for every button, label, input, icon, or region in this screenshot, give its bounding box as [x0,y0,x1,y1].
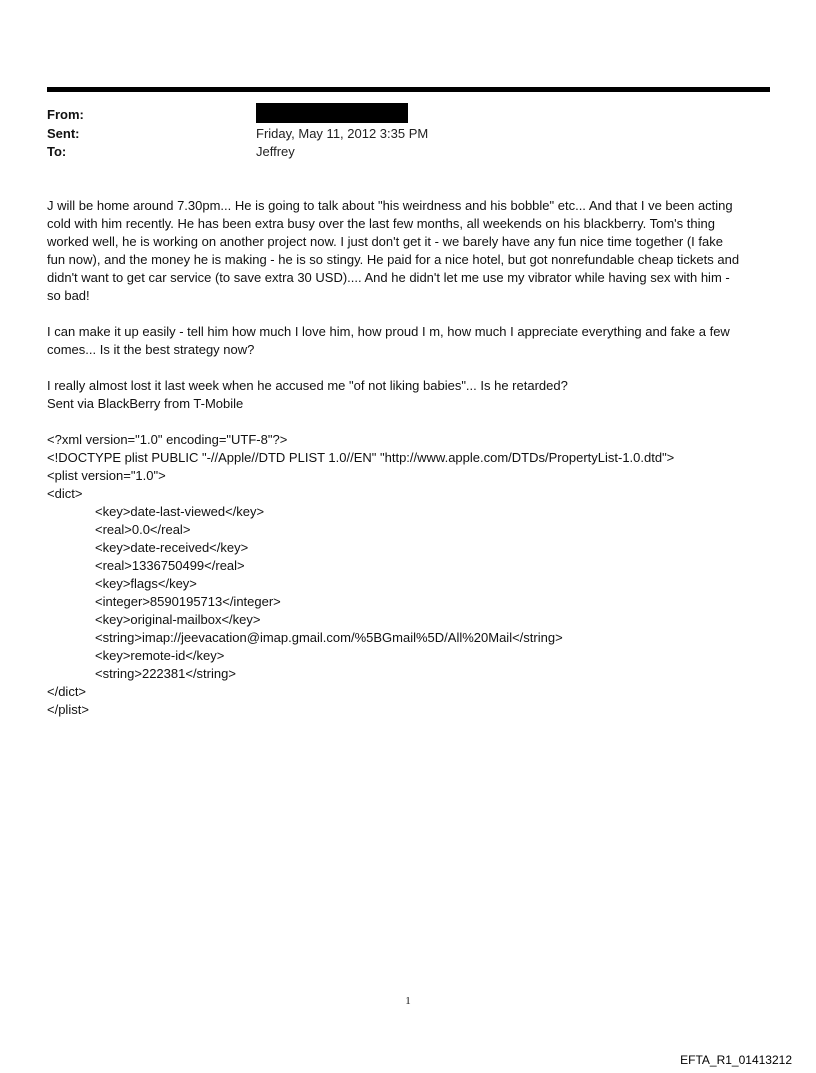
sent-row [47,125,747,144]
body-paragraph [47,323,772,359]
page-number: 1 [405,995,411,1007]
body-line: worked well, he is working on another project now. I just don't get it - we barely have any fun nice time together (I fake [47,234,723,249]
xml-line: <?xml version="1.0" encoding="UTF-8"?> [47,432,288,447]
xml-line: <key>date-last-viewed</key> [95,504,265,519]
redaction-block [256,103,408,123]
document-id: EFTA_R1_01413212 [680,1053,792,1067]
xml-line: <dict> [47,486,83,501]
email-body [47,197,772,719]
email-header [47,106,747,162]
signature-line: Sent via BlackBerry from T-Mobile [47,396,244,411]
sent-label: Sent: [47,125,80,141]
body-line: J will be home around 7.30pm... He is going to talk about "his weirdness and his bobble" etc... And that I ve been acting [47,198,733,213]
xml-line: <integer>8590195713</integer> [95,594,281,609]
xml-line: <key>date-received</key> [95,540,249,555]
xml-line: <key>original-mailbox</key> [95,612,261,627]
xml-line: </dict> [47,684,87,699]
to-label: To: [47,144,67,159]
xml-line: <real>1336750499</real> [95,558,245,573]
xml-line: </plist> [47,702,89,717]
xml-line: <plist version="1.0"> [47,468,166,483]
to-row [47,143,747,162]
body-line: comes... Is it the best strategy now? [47,342,255,357]
from-label: From: [47,107,84,122]
from-row [47,106,747,125]
xml-line: <string>222381</string> [95,666,236,681]
body-line: I really almost lost it last week when he accused me "of not liking babies"... Is he retarded? [47,378,568,393]
body-line: fun now), and the money he is making - he is so stingy. He paid for a nice hotel, but got nonrefundable cheap tickets and [47,252,740,267]
body-line: I can make it up easily - tell him how much I love him, how proud I m, how much I appreciate everything and fake a few [47,324,730,339]
xml-line: <string>imap://jeevacation@imap.gmail.com/%5BGmail%5D/All%20Mail</string> [95,630,563,645]
xml-line: <real>0.0</real> [95,522,191,537]
sent-value: Friday, May 11, 2012 3:35 PM [256,125,429,141]
xml-line: <key>flags</key> [95,576,197,591]
plist-xml-block [47,431,772,719]
body-paragraph [47,377,772,413]
header-rule [47,87,770,92]
xml-line: <!DOCTYPE plist PUBLIC "-//Apple//DTD PLIST 1.0//EN" "http://www.apple.com/DTDs/PropertyList-1.0.dtd"> [47,450,675,465]
body-paragraph [47,197,772,305]
xml-line: <key>remote-id</key> [95,648,225,663]
body-line: didn't want to get car service (to save extra 30 USD).... And he didn't let me use my vibrator while having sex with him - [47,270,730,285]
body-line: cold with him recently. He has been extra busy over the last few months, all weekends on his blackberry. Tom's thing [47,216,715,231]
to-value: Jeffrey [256,144,295,159]
body-line: so bad! [47,288,90,303]
